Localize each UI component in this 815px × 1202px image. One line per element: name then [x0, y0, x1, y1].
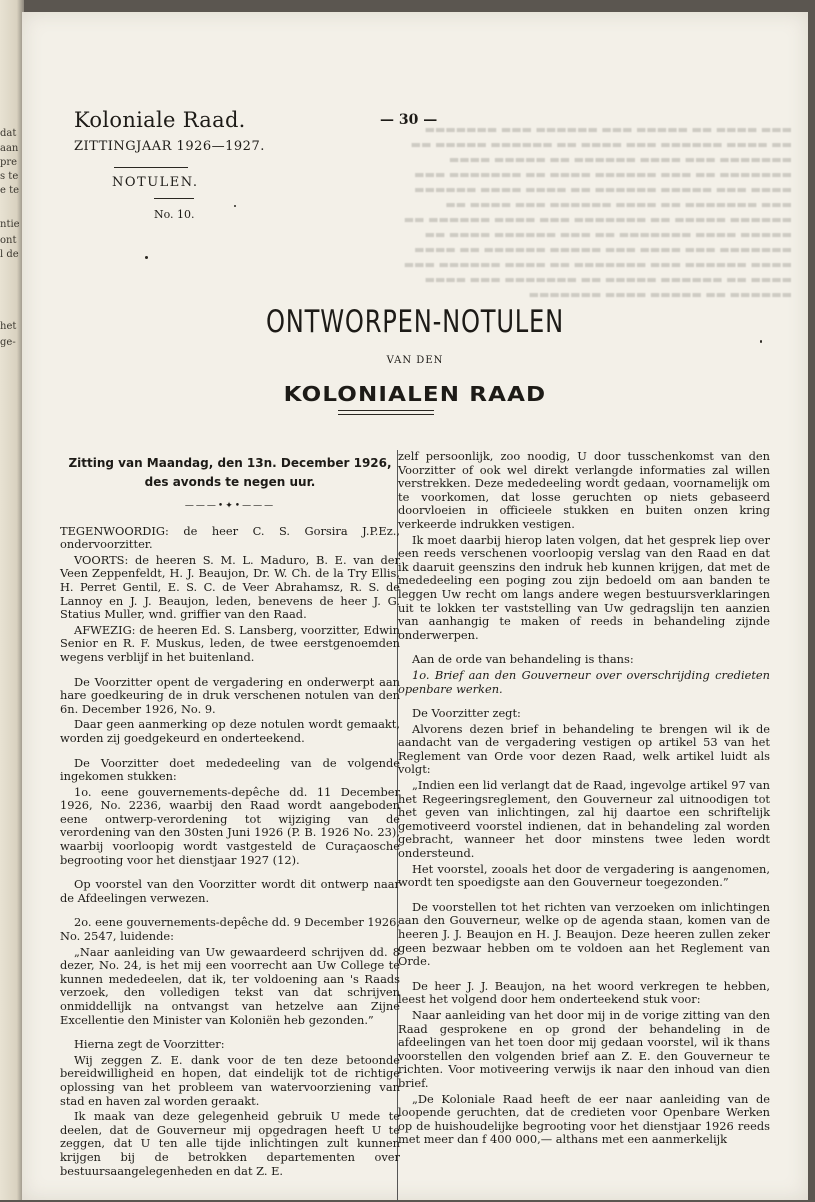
- document-page: [22, 12, 808, 1200]
- prev-page-fragment: s te: [0, 171, 19, 182]
- paragraph: VOORTS: de heeren S. M. L. Maduro, B. E. van der Veen Zeppenfeldt, H. J. Beaujon, Dr. W. Ch. de la Try Ellis, H. Perret Gentil, E. S. C. de Veer Abrahamsz, R. S. de Lannoy en J. J. Beaujon, leden, benevens de heer J. G. Statius Muller, wnd. griffier van den Raad.: [60, 552, 400, 622]
- subtitle-van-den: VAN DEN: [386, 355, 444, 366]
- prev-page-fragment: ge-: [0, 337, 16, 348]
- notulen-label: NOTULEN.: [112, 175, 199, 190]
- header-rule: [154, 198, 194, 199]
- session-year: ZITTINGJAAR 1926—1927.: [74, 139, 265, 154]
- prev-page-fragment: ntie: [0, 219, 20, 230]
- quote-paragraph: „Indien een lid verlangt dat de Raad, ingevolge artikel 97 van het Regeeringsreglement, den Gouverneur zal uitnoodigen tot het geven van inlichtingen, zal hij daartoe een schriftelijk gemotiveerd voorstel indienen, dat in behandeling zal worden gebracht, wanneer het door minstens twee leden wordt ondersteund.: [398, 778, 770, 861]
- print-speck: [760, 340, 762, 343]
- paragraph: Wij zeggen Z. E. dank voor de ten deze betoonde bereidwilligheid en hopen, dat eindelijk tot de richtige oplossing van het probleem van watervoorziening van stad en haven zal worden geraakt.: [60, 1052, 400, 1108]
- council-name: KOLONIALEN RAAD: [283, 382, 547, 406]
- paragraph: TEGENWOORDIG: de heer C. S. Gorsira J.P.Ez., ondervoorzitter.: [60, 523, 400, 552]
- print-speck: [145, 256, 148, 259]
- notulen-number: No. 10.: [154, 208, 195, 221]
- previous-page-edge: [0, 0, 24, 1200]
- prev-page-fragment: dat: [0, 128, 17, 139]
- paragraph: Daar geen aanmerking op deze notulen wordt gemaakt, worden zij goedgekeurd en onderteekend.: [60, 717, 400, 745]
- publication-title: Koloniale Raad.: [74, 108, 246, 132]
- show-through-texture: ▬▬▬ ▬▬▬▬ ▬▬ ▬▬▬▬▬ ▬▬▬ ▬▬▬▬▬▬ ▬▬▬ ▬▬▬▬▬▬▬ ▬▬ ▬▬▬▬ ▬▬▬▬▬▬ ▬▬▬ ▬▬▬▬ ▬▬ ▬▬▬▬▬▬ ▬▬▬▬▬ ▬▬ ▬▬▬▬▬▬▬ ▬▬▬ ▬▬▬▬ ▬▬▬▬▬▬ ▬▬ ▬▬▬▬▬ ▬▬▬▬ ▬▬▬▬▬▬▬ ▬▬ ▬▬▬ ▬▬▬▬▬▬ ▬▬▬▬ ▬▬ ▬▬▬▬▬▬▬ ▬▬▬ ▬▬▬▬ ▬▬▬ ▬▬▬▬▬ ▬▬▬▬▬▬ ▬▬ ▬▬▬▬ ▬▬▬▬ ▬▬▬▬▬▬ ▬▬▬ ▬▬▬▬▬▬▬ ▬▬ ▬▬▬▬ ▬▬▬▬▬▬ ▬▬▬ ▬▬▬▬ ▬▬ ▬▬▬▬▬▬ ▬▬▬▬▬ ▬▬ ▬▬▬▬▬▬▬ ▬▬▬ ▬▬▬▬ ▬▬▬▬▬▬ ▬▬ ▬▬▬▬▬ ▬▬▬▬ ▬▬▬▬▬▬▬ ▬▬ ▬▬▬ ▬▬▬▬▬▬ ▬▬▬▬ ▬▬ ▬▬▬▬▬▬▬ ▬▬▬ ▬▬▬▬ ▬▬▬ ▬▬▬▬▬ ▬▬▬▬▬▬ ▬▬ ▬▬▬▬ ▬▬▬▬ ▬▬▬▬▬▬ ▬▬▬ ▬▬▬▬▬▬▬ ▬▬ ▬▬▬▬ ▬▬▬▬▬▬ ▬▬▬ ▬▬▬▬ ▬▬ ▬▬▬▬▬▬ ▬▬▬▬▬ ▬▬ ▬▬▬▬▬▬▬ ▬▬▬ ▬▬▬▬ ▬▬▬▬▬▬ ▬▬ ▬▬▬▬▬ ▬▬▬▬ ▬▬▬▬▬▬▬: [403, 123, 792, 301]
- paragraph: „Naar aanleiding van Uw gewaardeerd schrijven dd. 8 dezer, No. 24, is het mij een voorrecht aan Uw College te kunnen mededeelen, dat ik, ter voldoening aan 's Raads verzoek, den volledigen tekst van dat schrijven onmiddellijk na ontvangst van hetzelve aan Zijne Excellentie den Minister van Koloniën heb gezonden.”: [60, 944, 400, 1027]
- paragraph: De Voorzitter doet mededeeling van de volgende ingekomen stukken:: [60, 755, 400, 784]
- paragraph: 2o. eene gouvernements-depêche dd. 9 December 1926, No. 2547, luidende:: [60, 915, 400, 944]
- title-rule: [338, 410, 434, 411]
- sitting-date: Zitting van Maandag, den 13n. December 1926,: [68, 456, 392, 470]
- right-column: [398, 450, 770, 1149]
- page-number: — 30 —: [380, 112, 438, 128]
- paragraph: De heer J. J. Beaujon, na het woord verkregen te hebben, leest het volgend door hem onderteekend stuk voor:: [398, 978, 770, 1007]
- paragraph: 1o. eene gouvernements-depêche dd. 11 December 1926, No. 2236, waarbij den Raad wordt aangeboden eene ontwerp-verordening tot wijziging van de verordening van den 30sten Juni 1926 (P. B. 1926 No. 23), waarbij voorloopig wordt vastgesteld de Curaçaosche begrooting voor het dienstjaar 1927 (12).: [60, 784, 400, 867]
- prev-page-fragment: pre: [0, 157, 18, 168]
- paragraph: Hierna zegt de Voorzitter:: [74, 1037, 225, 1052]
- paragraph: zelf persoonlijk, zoo noodig, U door tusschenkomst van den Voorzitter of ook wel direkt verlangde informaties zal willen verstrekken. Deze mededeeling wordt gedaan, voornamelijk om te voorkomen, dat losse geruchten op niets gebaseerd doorvloeien in officieele stukken en buiten onzen kring verkeerde indrukken vestigen.: [398, 449, 770, 531]
- paragraph: De Voorzitter zegt:: [412, 706, 521, 721]
- agenda-item: 1o. Brief aan den Gouverneur over overschrijding credieten openbare werken.: [398, 667, 770, 696]
- quote-paragraph: „De Koloniale Raad heeft de eer naar aanleiding van de loopende geruchten, dat de credieten voor Openbare Werken op de huishoudelijke begrooting voor het dienstjaar 1926 reeds met meer dan f 400 000,— althans met een aanmerkelijk: [398, 1091, 770, 1147]
- quote-paragraph: Het voorstel, zooals het door de vergadering is aangenomen, wordt ten spoedigste aan den Gouverneur toegezonden.”: [398, 861, 770, 890]
- paragraph: Naar aanleiding van het door mij in de vorige zitting van den Raad gesprokene en op grond der behandeling in de afdeelingen van het toen door mij gedaan voorstel, wil ik thans voorstellen den volgenden brief aan Z. E. den Gouverneur te richten. Voor motiveering verwijs ik naar den inhoud van dien brief.: [398, 1007, 770, 1090]
- paragraph: De voorstellen tot het richten van verzoeken om inlichtingen aan den Gouverneur, welke op de agenda staan, komen van de heeren J. J. Beaujon en H. J. Beaujon. Deze heeren zullen zeker geen bezwaar hebben om te voldoen aan het Reglement van Orde.: [398, 899, 770, 969]
- prev-page-fragment: aan: [0, 143, 19, 154]
- paragraph: Alvorens dezen brief in behandeling te brengen wil ik de aandacht van de vergadering vestigen op artikel 53 van het Reglement van Orde voor dezen Raad, welk artikel luidt als volgt:: [398, 721, 770, 777]
- print-speck: [234, 205, 236, 207]
- prev-page-fragment: het: [0, 321, 17, 332]
- paragraph: Op voorstel van den Voorzitter wordt dit ontwerp naar de Afdeelingen verwezen.: [60, 877, 400, 905]
- prev-page-fragment: l de: [0, 249, 19, 260]
- sitting-time: des avonds te negen uur.: [144, 475, 316, 489]
- paragraph: Ik moet daarbij hierop laten volgen, dat het gesprek liep over een reeds verschenen voorloopig verslag van den Raad en dat ik daaruit geenszins den indruk heb kunnen krijgen, dat met de mededeeling een poging zou zijn bedoeld om aan banden te leggen Uw recht om langs andere wegen bestuursverklaringen uit te lokken ter vaststelling van Uw gedragslijn ten aanzien van aanhangig te maken of reeds in behandeling zijnde onderwerpen.: [398, 532, 770, 642]
- main-title: ONTWORPEN-NOTULEN: [265, 304, 564, 340]
- prev-page-fragment: e te: [0, 185, 20, 196]
- paragraph: Ik maak van deze gelegenheid gebruik U mede te deelen, dat de Gouverneur mij opgedragen heeft U te zeggen, dat U ten alle tijde inlichtingen zult kunnen krijgen bij de betrokken departementen over bestuursaangelegenheden en dat Z. E.: [60, 1109, 400, 1178]
- header-rule: [114, 167, 188, 168]
- paragraph: AFWEZIG: de heeren Ed. S. Lansberg, voorzitter, Edwin Senior en R. F. Muskus, leden, de twee eerstgenoemden wegens verblijf in het buitenland.: [60, 622, 400, 664]
- left-column: [60, 450, 400, 1180]
- paragraph: De Voorzitter opent de vergadering en onderwerpt aan hare goedkeuring de in druk verschenen notulen van den 6n. December 1926, No. 9.: [60, 674, 400, 716]
- title-rule: [338, 414, 434, 415]
- ornament-divider: ———•✦•———: [184, 501, 276, 511]
- paragraph: Aan de orde van behandeling is thans:: [412, 652, 634, 667]
- sitting-heading: [60, 454, 400, 492]
- prev-page-fragment: ont: [0, 235, 17, 246]
